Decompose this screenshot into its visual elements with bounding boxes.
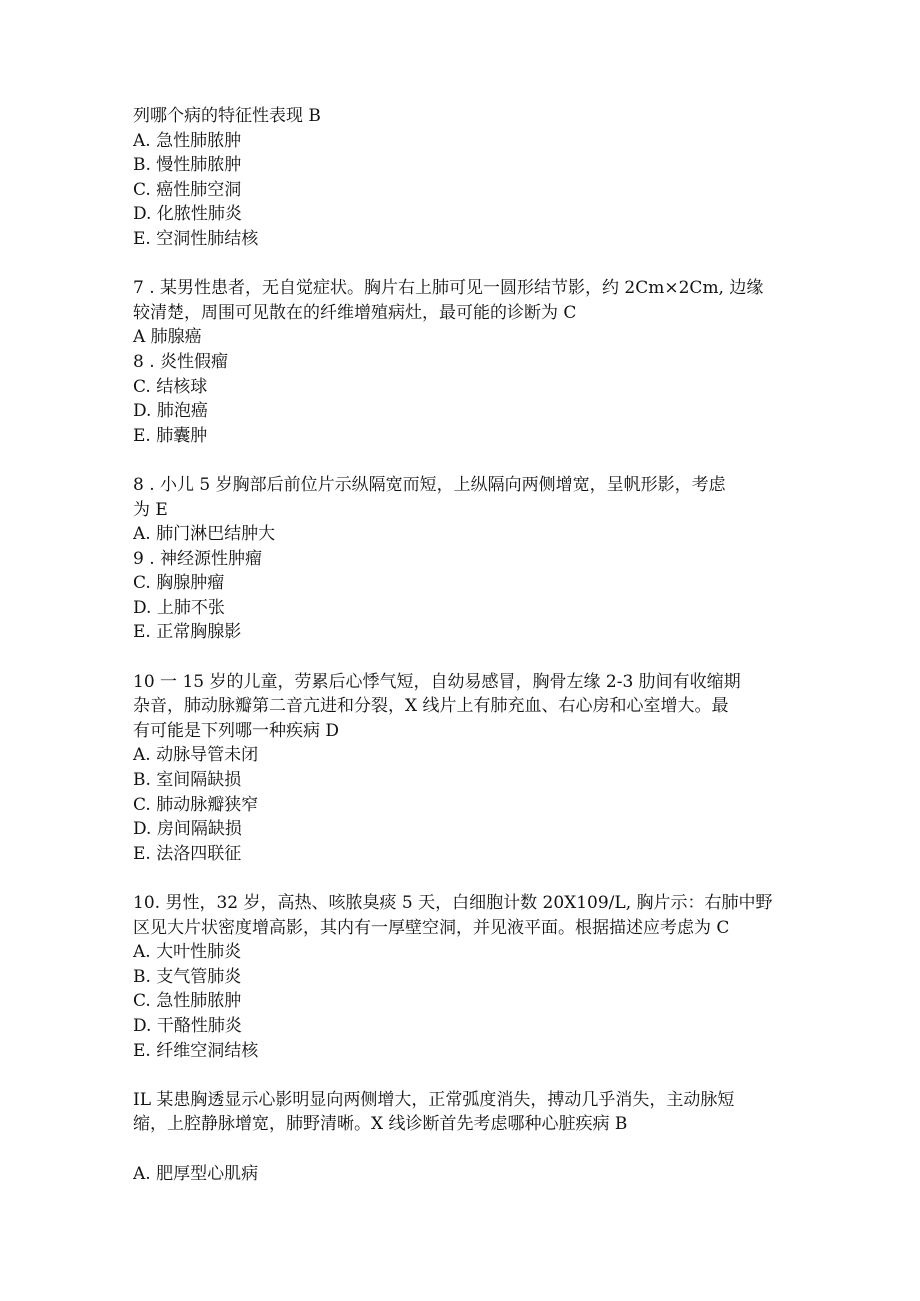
option-line: E. 正常胸腺影 xyxy=(133,622,242,643)
question-stem-line: 10 一 15 岁的儿童，劳累后心悸气短，自幼易感冒，胸骨左缘 2-3 肋间有收缩期 xyxy=(133,671,741,692)
option-line: E. 肺囊肿 xyxy=(133,425,208,446)
option-line: D. 干酪性肺炎 xyxy=(133,1015,242,1036)
option-line: B. 支气管肺炎 xyxy=(133,966,242,987)
option-line: A. 大叶性肺炎 xyxy=(133,942,242,963)
question-stem-line: 有可能是下列哪一种疾病 D xyxy=(133,720,340,741)
option-line: E. 空洞性肺结核 xyxy=(133,228,259,249)
option-line: A. 肥厚型心肌病 xyxy=(133,1163,259,1184)
question-stem-line: 8 . 小儿 5 岁胸部后前位片示纵隔宽而短，上纵隔向两侧增宽，呈帆形影，考虑 xyxy=(133,474,726,495)
question-block xyxy=(133,104,795,252)
option-line: D. 房间隔缺损 xyxy=(133,819,242,840)
option-line: 9 . 神经源性肿瘤 xyxy=(133,548,263,569)
option-line: B. 慢性肺脓肿 xyxy=(133,155,242,176)
option-line: D. 肺泡癌 xyxy=(133,401,208,422)
blank-line xyxy=(133,1137,795,1162)
question-stem-line: 缩，上腔静脉增宽，肺野清晰。X 线诊断首先考虑哪种心脏疾病 B xyxy=(133,1114,628,1135)
option-line: E. 法洛四联征 xyxy=(133,843,242,864)
option-line: C. 结核球 xyxy=(133,376,208,397)
option-line: A. 急性肺脓肿 xyxy=(133,130,242,151)
option-line: C. 胸腺肿瘤 xyxy=(133,573,225,594)
option-line: C. 癌性肺空洞 xyxy=(133,179,242,200)
question-stem-line: 为 E xyxy=(133,499,168,520)
question-block xyxy=(133,1088,795,1186)
option-line: A. 动脉导管未闭 xyxy=(133,745,259,766)
question-block xyxy=(133,473,795,645)
question-block xyxy=(133,276,795,448)
question-block xyxy=(133,670,795,867)
question-stem-line: 区见大片状密度增高影，其内有一厚壁空洞，并见液平面。根据描述应考虑为 C xyxy=(133,917,730,938)
question-stem-line: 较清楚，周围可见散在的纤维增殖病灶，最可能的诊断为 C xyxy=(133,302,577,323)
question-stem-line: 7 . 某男性患者，无自觉症状。胸片右上肺可见一圆形结节影，约 2Cm×2Cm, 边缘 xyxy=(133,278,764,299)
question-stem-line: 10. 男性，32 岁，高热、咳脓臭痰 5 天，白细胞计数 20X109/L, 胸片示：右肺中野 xyxy=(133,893,773,913)
question-block xyxy=(133,891,795,1063)
option-line: C. 急性肺脓肿 xyxy=(133,991,242,1012)
option-line: E. 纤维空洞结核 xyxy=(133,1040,259,1061)
option-line: 8 . 炎性假瘤 xyxy=(133,351,229,372)
option-line: B. 室间隔缺损 xyxy=(133,770,242,791)
option-line: C. 肺动脉瓣狭窄 xyxy=(133,794,259,815)
question-stem-line: IL 某患胸透显示心影明显向两侧增大，正常弧度消失，搏动几乎消失，主动脉短 xyxy=(133,1089,735,1110)
option-line: A. 肺门淋巴结肿大 xyxy=(133,524,276,545)
question-stem-line: 列哪个病的特征性表现 B xyxy=(133,106,321,126)
document-page xyxy=(133,104,795,1211)
option-line: D. 化脓性肺炎 xyxy=(133,204,242,225)
question-stem-line: 杂音，肺动脉瓣第二音亢进和分裂，X 线片上有肺充血、右心房和心室增大。最 xyxy=(133,696,729,717)
option-line: D. 上肺不张 xyxy=(133,597,225,618)
option-line: A 肺腺癌 xyxy=(133,327,202,348)
